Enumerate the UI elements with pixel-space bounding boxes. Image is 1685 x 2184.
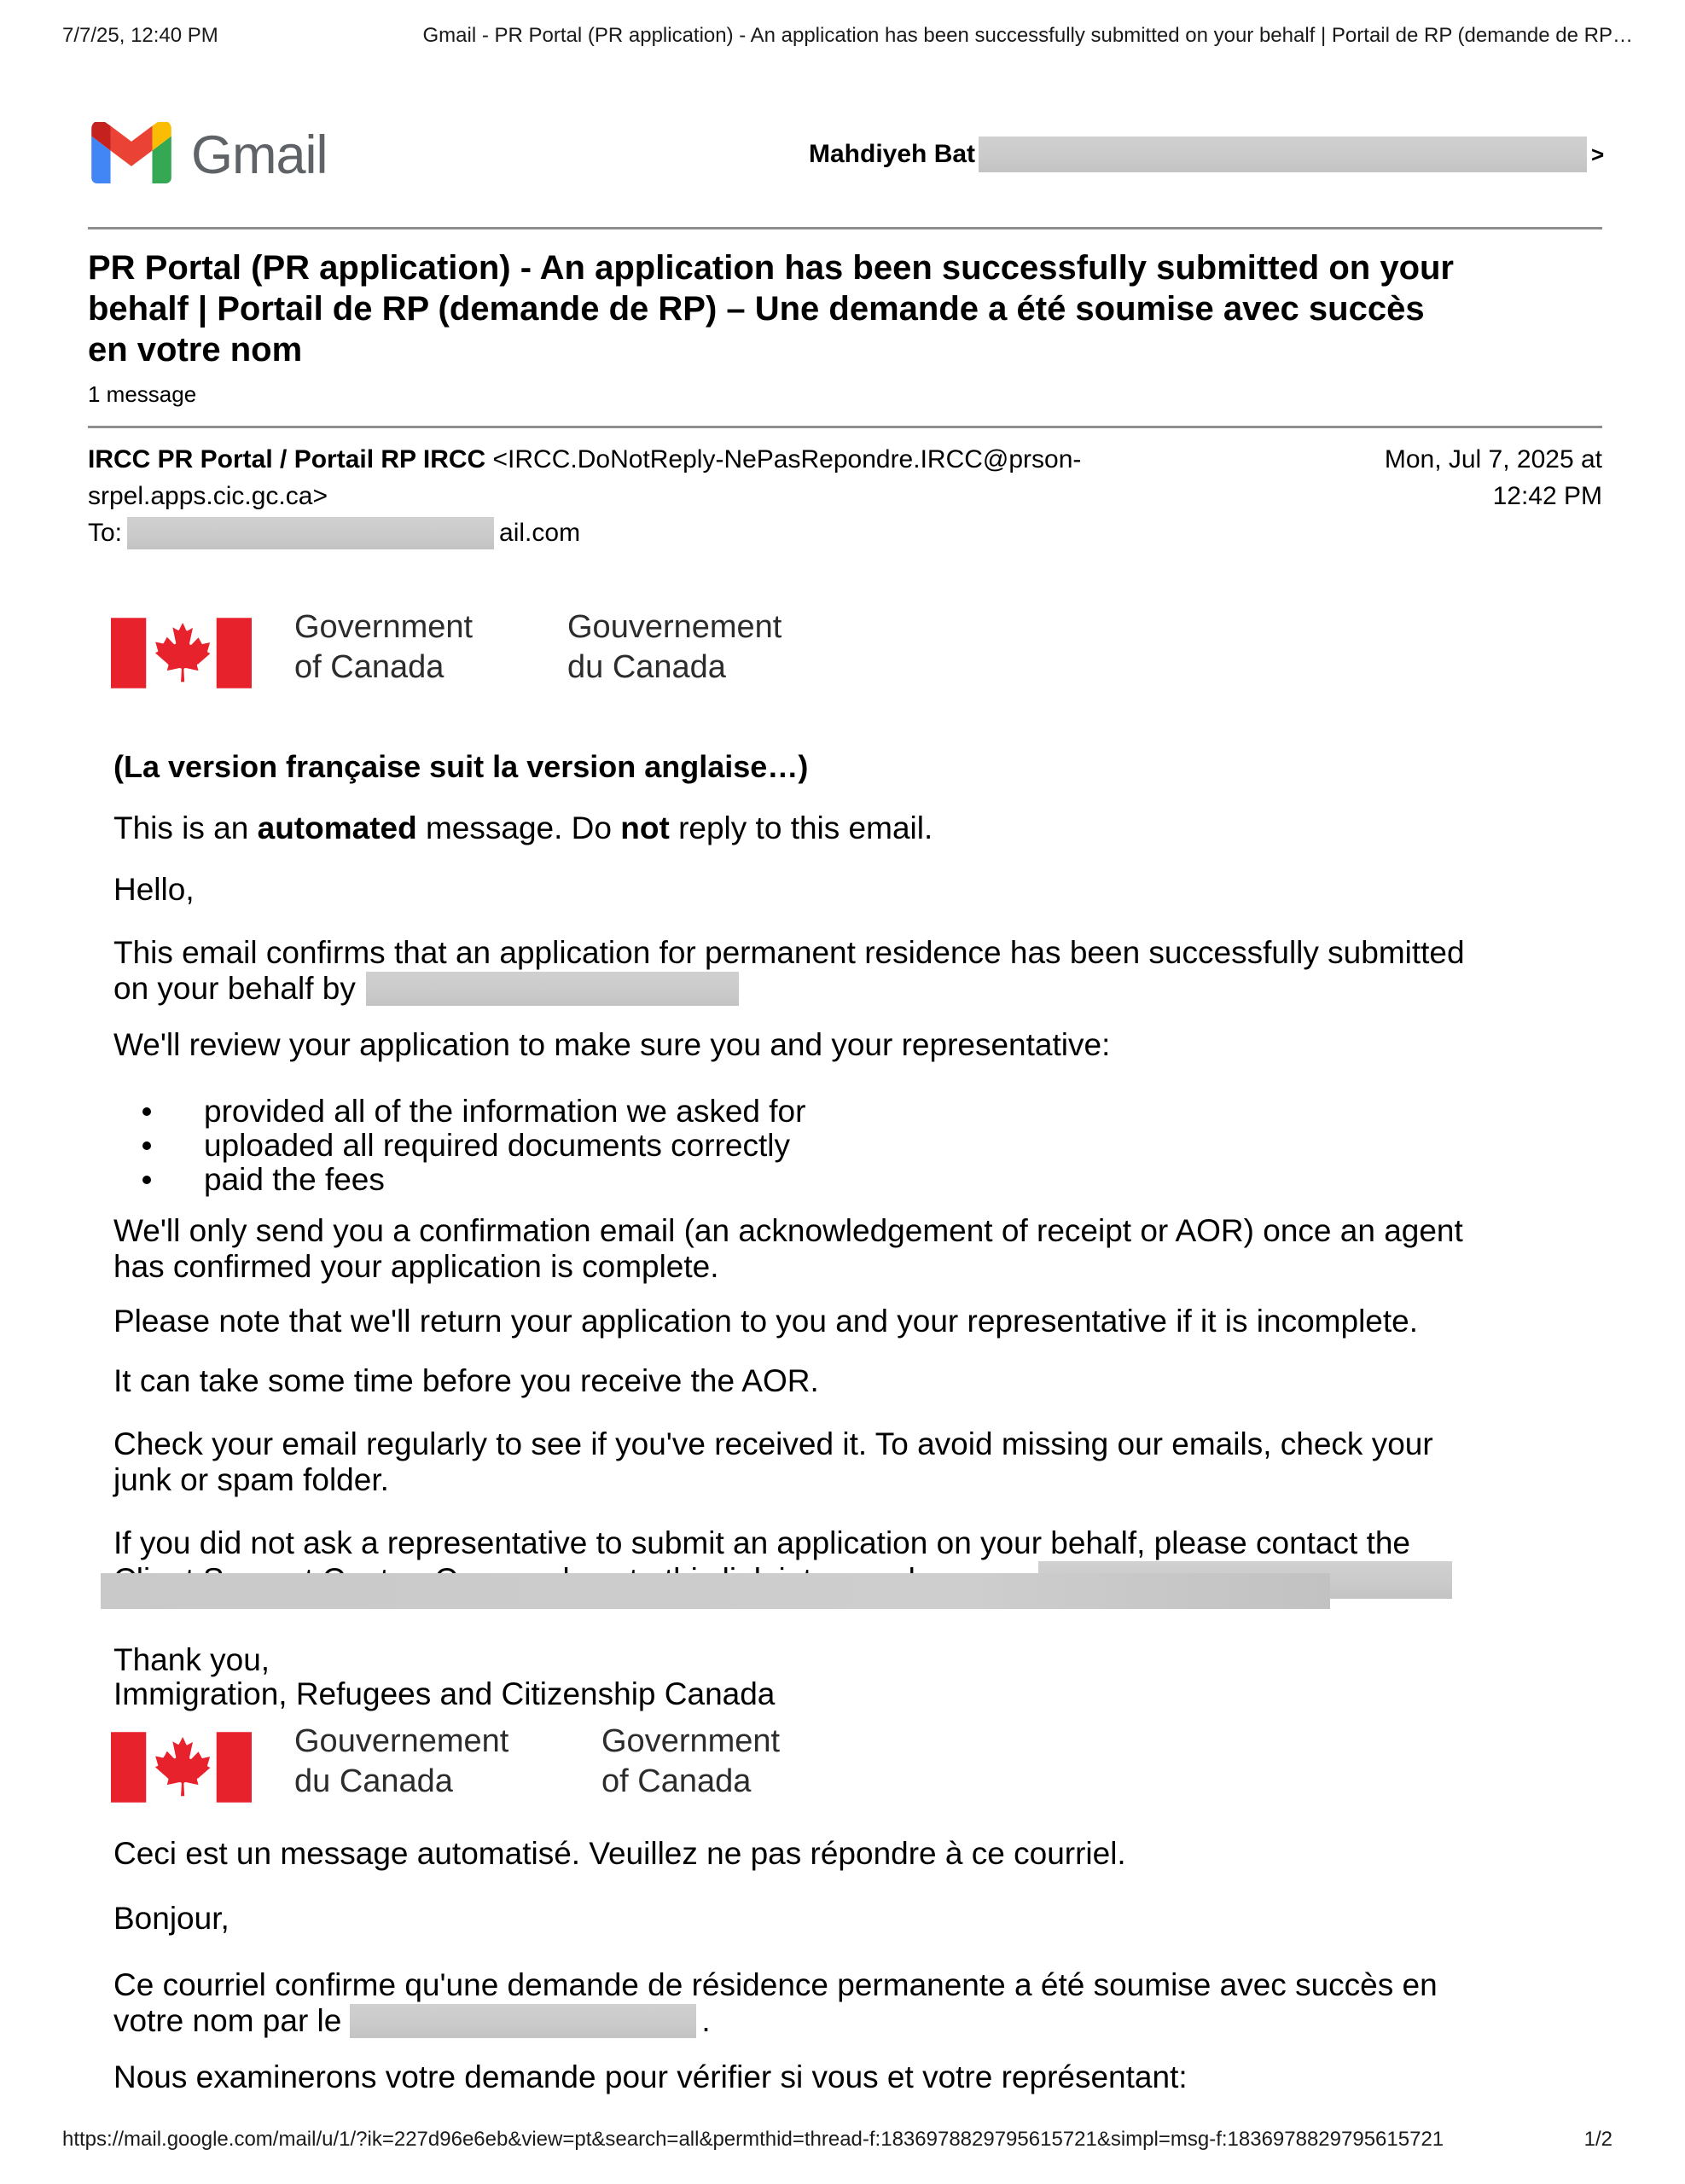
redacted-recipient-email [127,517,494,549]
subject-line-1: PR Portal (PR application) - An application has been successfully submitted on your [88,249,1454,287]
email-subject [88,247,1454,370]
recipient-row [88,514,1081,551]
print-datetime: 7/7/25, 12:40 PM [62,24,218,47]
aor-line1: We'll only send you a confirmation email (an acknowledgement of receipt or AOR) once an agent [113,1213,1463,1248]
wordmark-french-column [567,607,781,688]
gmail-logo [90,122,328,188]
account-identity [809,136,1604,172]
sender-block [88,441,1081,551]
notice-bold-word: not [620,810,670,845]
greeting-fr: Bonjour, [113,1901,230,1936]
canada-flag-icon [111,1732,252,1807]
redacted-support-link-continued [101,1573,1330,1609]
email-closing-bracket: > [1591,141,1605,167]
aor-paragraph [113,1213,1463,1285]
wordmark-text: of Canada [294,649,444,685]
automated-message-notice [113,810,933,846]
confirmation-fr-line1: Ce courriel confirme qu'une demande de résidence permanente a été soumise avec succès en [113,1967,1438,2002]
wordmark-english-column [294,607,473,688]
confirmation-paragraph-fr [113,1967,1438,2039]
print-document-title: Gmail - PR Portal (PR application) - An application has been successfully submitted on your behalf | Portail de RP (demande de RP… [422,24,1633,47]
check-email-paragraph [113,1426,1433,1498]
contact-line1: If you did not ask a representative to submit an application on your behalf, please contact the [113,1525,1410,1560]
notice-bold-word: automated [257,810,417,845]
checklist-item: paid the fees [142,1163,805,1197]
redacted-representative-name-fr [350,2004,696,2038]
redacted-account-email [979,136,1587,172]
wordmark-text: Gouvernement [294,1723,509,1759]
confirmation-paragraph-en [113,935,1465,1007]
subject-line-2: behalf | Portail de RP (demande de RP) – Une demande a été soumise avec succès [88,290,1425,328]
review-intro-fr: Nous examinerons votre demande pour vérifier si vous et votre représentant: [113,2059,1188,2094]
checklist-item: provided all of the information we asked for [142,1095,805,1129]
subject-divider [88,426,1602,428]
aor-time-notice: It can take some time before you receive the AOR. [113,1363,819,1398]
automated-message-notice-fr: Ceci est un message automatisé. Veuillez ne pas répondre à ce courriel. [113,1836,1126,1871]
wordmark-text: of Canada [601,1763,752,1799]
canada-flag-icon [111,618,252,693]
confirmation-line1: This email confirms that an application for permanent residence has been successfully submitted [113,935,1465,970]
redacted-representative-name [366,972,739,1006]
message-date-line2: 12:42 PM [1492,482,1602,510]
wordmark-text: du Canada [567,649,726,685]
subject-line-3: en votre nom [88,331,303,369]
print-page-number: 1/2 [1583,2128,1612,2151]
signoff-block [113,1643,775,1711]
message-date [1385,441,1602,514]
wordmark-text: Government [294,609,474,645]
signoff-thanks: Thank you, [113,1642,270,1677]
sender-email-part1: <IRCC.DoNotReply-NePasRepondre.IRCC@prson- [492,445,1082,473]
review-checklist [113,1095,805,1197]
review-intro-en: We'll review your application to make sure you and your representative: [113,1027,1111,1062]
check-line1: Check your email regularly to see if you've received it. To avoid missing our emails, check your [113,1426,1433,1461]
print-source-url: https://mail.google.com/mail/u/1/?ik=227d96e6eb&view=pt&search=all&permthid=thread-f:1836978829795615721&simpl=msg-f:1836978829795615721 [62,2128,1444,2151]
aor-line2: has confirmed your application is complete. [113,1249,719,1284]
signoff-department: Immigration, Refugees and Citizenship Canada [113,1676,776,1711]
notice-text: reply to this email. [669,810,933,845]
to-label: To: [88,519,123,547]
gmail-m-icon [90,122,172,188]
wordmark-text: du Canada [294,1763,453,1799]
wordmark-text: Government [601,1723,781,1759]
contact-paragraph [113,1525,1452,1599]
wordmark-english-column [601,1722,780,1802]
recipient-email-suffix: ail.com [499,519,581,547]
sender-email-part2: srpel.apps.cic.gc.ca> [88,482,328,510]
gmail-wordmark: Gmail [191,125,328,185]
checklist-item: uploaded all required documents correctly [142,1129,805,1163]
wordmark-french-column [294,1722,508,1802]
confirmation-line2: on your behalf by [113,971,1465,1007]
check-line2: junk or spam folder. [113,1462,389,1497]
confirmation-fr-line2: votre nom par le . [113,2003,711,2038]
notice-text: This is an [113,810,258,845]
sender-name: IRCC PR Portal / Portail RP IRCC [88,445,486,473]
message-count: 1 message [88,381,197,407]
header-divider [88,227,1602,229]
greeting-en: Hello, [113,872,195,907]
wordmark-text: Gouvernement [567,609,782,645]
incomplete-notice: Please note that we'll return your application to you and your representative if it is incomplete. [113,1304,1419,1339]
notice-text: message. Do [416,810,621,845]
message-date-line1: Mon, Jul 7, 2025 at [1384,445,1602,473]
account-name: Mahdiyeh Bat [809,140,976,168]
french-version-note: (La version française suit la version anglaise…) [113,749,809,784]
